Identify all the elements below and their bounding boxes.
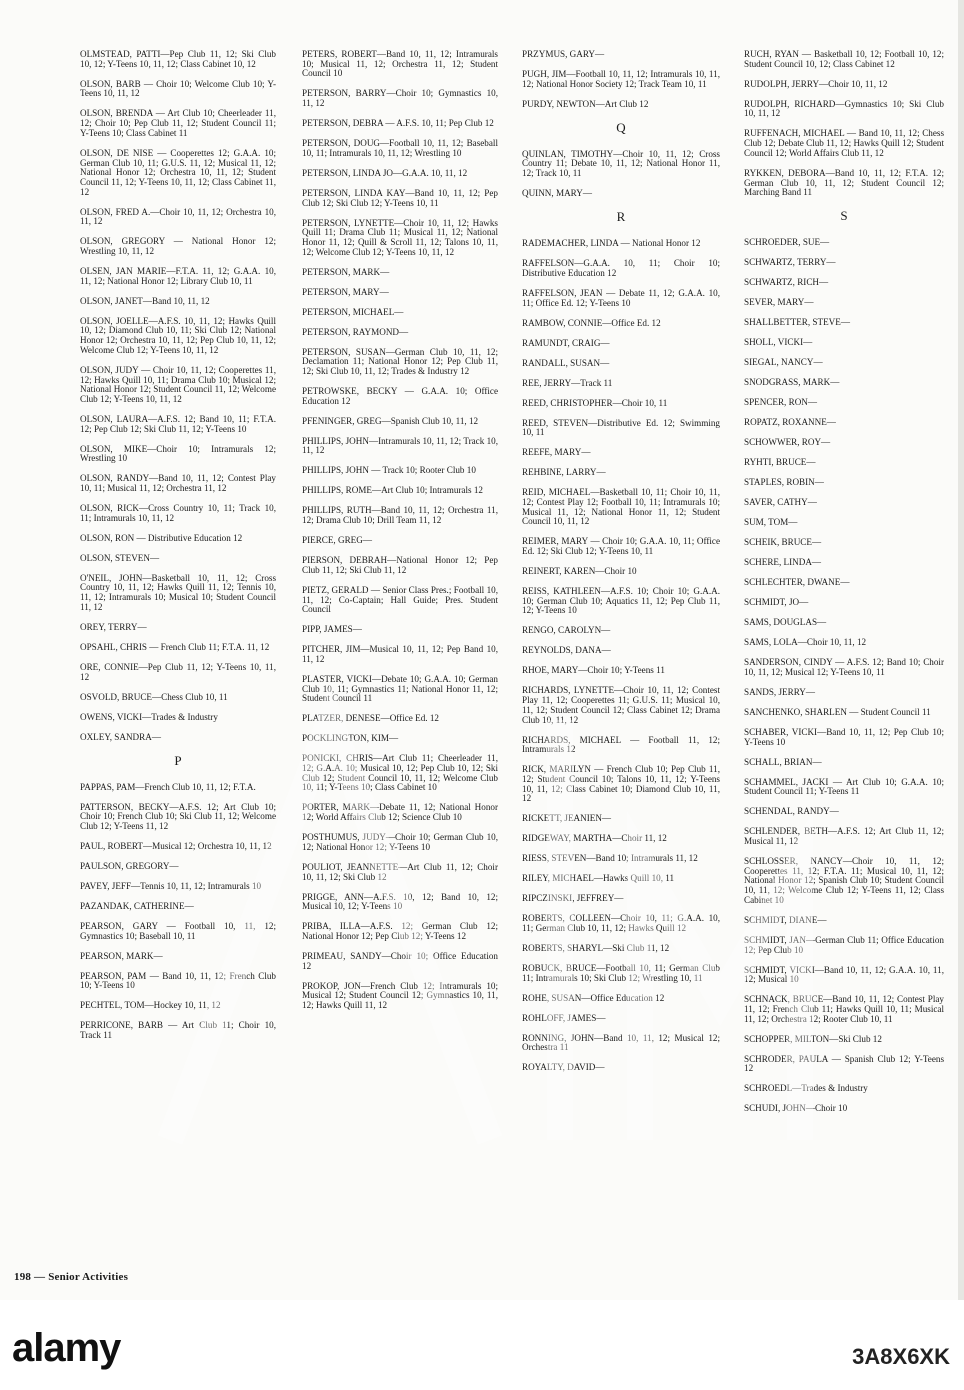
column-1 — [80, 50, 276, 1051]
student-entry: PETERSON, MARK— — [302, 266, 390, 277]
student-entry: RICHARDS, MICHAEL — Football 11, 12; Intramurals 12 — [522, 734, 720, 755]
student-entry: SCHENDAL, RANDY— — [744, 806, 839, 817]
student-entry: OLSON, GREGORY — National Honor 12; Wrestling 10, 11, 12 — [80, 236, 276, 257]
student-entry: OREY, TERRY— — [80, 621, 147, 632]
student-entry: PETERSON, LINDA JO—G.A.A. 10, 11, 12 — [302, 167, 468, 178]
student-entry: SCHROEDL—Trades & Industry — [744, 1083, 868, 1094]
student-entry: PETERSON, DEBRA — A.F.S. 10, 11; Pep Club 12 — [302, 118, 494, 129]
student-entry: OLSON, JUDY — Choir 10, 11, 12; Cooperettes 11, 12; Hawks Quill 10, 11; Drama Club 10; Musical 12; National Honor 12; Student Council 11, 12; Welcome Club 12; Y-Teens 10, 11, 12 — [80, 364, 276, 404]
student-entry: OLSON, MIKE—Choir 10; Intramurals 12; Wrestling 10 — [80, 443, 276, 464]
student-entry: PEARSON, GARY — Football 10, 11, 12; Gymnastics 10; Baseball 10, 11 — [80, 920, 276, 941]
student-entry: SCHWARTZ, RICH— — [744, 277, 829, 288]
student-entry: SCHOPPER, MILTON—Ski Club 12 — [744, 1033, 882, 1044]
student-entry: PAVEY, JEFF—Tennis 10, 11, 12; Intramurals 10 — [80, 880, 262, 891]
student-entry: PETERS, ROBERT—Band 10, 11, 12; Intramurals 10; Musical 11, 12; Orchestra 11, 12; Student Council 10 — [302, 49, 498, 79]
student-entry: O'NEIL, JOHN—Basketball 10, 11, 12; Cross Country 10, 11, 12; Hawks Quill 11, 12; Tennis 10, 11, 12; Intramurals 10; Musical 10; Student Council 11, 12 — [80, 572, 276, 612]
student-entry: REED, CHRISTOPHER—Choir 10, 11 — [522, 397, 668, 408]
student-entry: REID, MICHAEL—Basketball 10, 11; Choir 10, 11, 12; Contest Play 12; Football 10, 11; Intramurals 10; Musical 11, 12; National Honor 11, 12; Student Council 10, 11, 12 — [522, 487, 720, 527]
student-entry: ROBERTS, SHARYL—Ski Club 11, 12 — [522, 943, 670, 954]
column-3 — [522, 50, 720, 1083]
student-entry: PEARSON, PAM — Band 10, 11, 12; French Club 10; Y-Teens 10 — [80, 970, 276, 991]
student-entry: RONNING, JOHN—Band 10, 11, 12; Musical 12; Orchestra 11 — [522, 1032, 720, 1053]
student-entry: PIERCE, GREG— — [302, 535, 372, 546]
page-edge — [958, 0, 964, 1300]
student-entry: PONICKI, CHRIS—Art Club 11; Cheerleader 11, 12; G.A.A. 10; Musical 10, 12; Pep Club 10, 12; Ski Club 12; Student Council 10, 11, 12; Welcome Club 10, 11; Y-Teens 10; Class Cabinet 10 — [302, 753, 498, 793]
student-entry: SCHEIK, BRUCE— — [744, 537, 822, 548]
student-entry: PAPPAS, PAM—French Club 10, 11, 12; F.T.A. — [80, 781, 256, 792]
student-entry: PRIMEAU, SANDY—Choir 10; Office Education 12 — [302, 950, 498, 971]
student-entry: SHOLL, VICKI— — [744, 337, 813, 348]
student-entry: RIESS, STEVEN—Band 10; Intramurals 11, 12 — [522, 853, 698, 864]
student-entry: PERRICONE, BARB — Art Club 11; Choir 10, Track 11 — [80, 1020, 276, 1041]
student-entry: RYKKEN, DEBORA—Band 10, 11, 12; F.T.A. 12; German Club 10, 11, 12; Student Council 12; Marching Band 11 — [744, 167, 944, 198]
student-entry: RAFFELSON, JEAN — Debate 11, 12; G.A.A. 10, 11; Office Ed. 12; Y-Teens 10 — [522, 287, 720, 308]
student-entry: SAMS, DOUGLAS— — [744, 617, 827, 628]
student-entry: PORTER, MARK—Debate 11, 12; National Honor 12; World Affairs Club 12; Science Club 10 — [302, 802, 498, 823]
student-entry: OXLEY, SANDRA— — [80, 731, 161, 742]
student-entry: SANDS, JERRY— — [744, 686, 815, 697]
student-entry: ROBERTS, COLLEEN—Choir 10, 11; G.A.A. 10, 11; German Club 10, 11, 12; Hawks Quill 12 — [522, 913, 720, 934]
student-entry: PETROWSKE, BECKY — G.A.A. 10; Office Education 12 — [302, 386, 498, 406]
student-entry: PIERSON, DEBRAH—National Honor 12; Pep Club 11, 12; Ski Club 11, 12 — [302, 555, 498, 575]
student-entry: POSTHUMUS, JUDY—Choir 10; German Club 10, 12; National Honor 12; Y-Teens 10 — [302, 832, 498, 852]
student-entry: RILEY, MICHAEL—Hawks Quill 10, 11 — [522, 873, 675, 884]
student-entry: PETERSON, LINDA KAY—Band 10, 11, 12; Pep Club 12; Ski Club 12; Y-Teens 10, 11 — [302, 187, 498, 208]
student-entry: REIMER, MARY — Choir 10; G.A.A. 10, 11; Office Ed. 12; Ski Club 12; Y-Teens 10, 11 — [522, 536, 720, 557]
student-entry: RICKETT, JEANIEN— — [522, 813, 612, 824]
column-2 — [302, 50, 498, 1021]
student-entry: PATTERSON, BECKY—A.F.S. 12; Art Club 10; Choir 10; French Club 10; Ski Club 11, 12; Welcome Club 12; Y-Teens 11, 12 — [80, 801, 276, 831]
student-entry: SCHAMMEL, JACKI — Art Club 10; G.A.A. 10; Student Council 11; Y-Teens 11 — [744, 776, 944, 797]
student-entry: SHALLBETTER, STEVE— — [744, 317, 850, 328]
student-entry: RICHARDS, LYNETTE—Choir 10, 11, 12; Contest Play 11, 12; Cooperettes 11; G.U.S. 11; Musical 10, 11, 12; Student Council 12; Class Cabinet 12; Drama Club 10, 11, 12 — [522, 685, 720, 725]
student-entry: PHILLIPS, JOHN — Track 10; Rooter Club 10 — [302, 465, 476, 476]
student-entry: POCKLINGTON, KIM— — [302, 733, 399, 744]
student-entry: SCHLECHTER, DWANE— — [744, 577, 850, 588]
student-entry: OSVOLD, BRUCE—Chess Club 10, 11 — [80, 691, 228, 702]
student-entry: SCHOWWER, ROY— — [744, 437, 831, 448]
student-entry: SCHLENDER, BETH—A.F.S. 12; Art Club 11, 12; Musical 11, 12 — [744, 826, 944, 847]
student-entry: ROYALTY, DAVID— — [522, 1062, 605, 1073]
student-entry: PIPP, JAMES— — [302, 624, 362, 635]
student-entry: OLSEN, JAN MARIE—F.T.A. 11, 12; G.A.A. 10, 11, 12; National Honor 12; Library Club 10, 11 — [80, 266, 276, 286]
student-entry: SCHALL, BRIAN— — [744, 756, 822, 767]
student-entry: SCHABER, VICKI—Band 10, 11, 12; Pep Club 10; Y-Teens 10 — [744, 726, 944, 747]
student-entry: SCHROEDER, SUE— — [744, 237, 830, 248]
student-entry: SEVER, MARY— — [744, 297, 814, 308]
student-entry: OLSON, JANET—Band 10, 11, 12 — [80, 295, 210, 306]
student-entry: PFENINGER, GREG—Spanish Club 10, 11, 12 — [302, 415, 479, 426]
student-entry: PURDY, NEWTON—Art Club 12 — [522, 98, 649, 109]
student-entry: SCHLOSSER, NANCY—Choir 10, 11, 12; Cooperettes 11, 12; F.T.A. 11; Musical 10, 11, 12; National Honor 12; Spanish Club 10; Student Council 10, 11, 12; Welcome Club 12; Y-Teens 11, 12; Class Cabinet 10 — [744, 856, 944, 905]
student-entry: PRZYMUS, GARY— — [522, 49, 605, 59]
student-entry: ROHE, SUSAN—Office Education 12 — [522, 992, 665, 1003]
student-entry: PETERSON, LYNETTE—Choir 10, 11, 12; Hawks Quill 11; Drama Club 11; Musical 11, 12; National Honor 11, 12; Quill & Scroll 11, 12; Talons 10, 11, 12; Welcome Club 12; Y-Teens 10, 11, 12 — [302, 217, 498, 257]
student-entry: OLMSTEAD, PATTI—Pep Club 11, 12; Ski Club 10, 12; Y-Teens 10, 11, 12; Class Cabinet 10, 12 — [80, 49, 276, 69]
student-entry: PLATZER, DENESE—Office Ed. 12 — [302, 713, 439, 724]
student-entry: SPENCER, RON— — [744, 397, 818, 408]
stock-image-id: 3A8X6XK — [852, 1344, 950, 1369]
student-entry: SIEGAL, NANCY— — [744, 357, 823, 368]
student-entry: RANDALL, SUSAN— — [522, 357, 610, 368]
student-entry: SCHNACK, BRUCE—Band 10, 11, 12; Contest Play 11, 12; French Club 11; Hawks Quill 10, 11; Musical 11, 12; Orchestra 12; Rooter Club 10, 11 — [744, 994, 944, 1024]
student-entry: SANCHENKO, SHARLEN — Student Council 11 — [744, 706, 931, 717]
student-entry: PEARSON, MARK— — [80, 950, 163, 961]
student-entry: REEFE, MARY— — [522, 447, 591, 458]
student-entry: RUFFENACH, MICHAEL — Band 10, 11, 12; Chess Club 12; Debate Club 11, 12; Hawks Quill 12; Student Council 12; World Affairs Club 11, 12 — [744, 128, 944, 158]
section-letter: S — [840, 208, 848, 224]
student-entry: OLSON, STEVEN— — [80, 552, 160, 563]
student-entry: PHILLIPS, RUTH—Band 10, 11, 12; Orchestra 11, 12; Drama Club 10; Drill Team 11, 12 — [302, 505, 498, 526]
section-letter: R — [616, 209, 626, 225]
student-entry: REYNOLDS, DANA— — [522, 645, 611, 656]
stock-banner — [0, 1300, 964, 1390]
student-entry: RIPCZINSKI, JEFFREY— — [522, 893, 624, 904]
student-entry: SUM, TOM— — [744, 517, 798, 528]
student-entry: RYHTI, BRUCE— — [744, 457, 816, 468]
student-entry: PETERSON, SUSAN—German Club 10, 11, 12; Declamation 11; National Honor 12; Pep Club 11, 12; Ski Club 10, 11, 12; Trades & Industry 12 — [302, 346, 498, 377]
student-entry: PAULSON, GREGORY— — [80, 860, 179, 871]
student-entry: REED, STEVEN—Distributive Ed. 12; Swimming 10, 11 — [522, 417, 720, 438]
student-entry: OLSON, DE NISE — Cooperettes 12; G.A.A. 10; German Club 10, 11; G.U.S. 11, 12; Musical 11, 12; National Honor 12; Orchestra 10, 11, 12; Student Council 11, 12; Y-Teens 10, 11, 12; Class Cabinet 11, 12 — [80, 147, 276, 197]
student-entry: PROKOP, JON—French Club 12; Intramurals 10; Musical 12; Student Council 12; Gymnastics 10, 11, 12; Hawks Quill 11, 12 — [302, 980, 498, 1011]
student-entry: REISS, KATHLEEN—A.F.S. 10; Choir 10; G.A.A. 10; German Club 10; Aquatics 11, 12; Pep Club 11, 12; Y-Teens 10 — [522, 586, 720, 616]
student-entry: OLSON, BRENDA — Art Club 10; Cheerleader 11, 12; Choir 10; Pep Club 11, 12; Student Council 11; Y-Teens 10; Class Cabinet 11 — [80, 108, 276, 138]
student-entry: PRIBA, ILLA—A.F.S. 12; German Club 12; National Honor 12; Pep Club 12; Y-Teens 12 — [302, 921, 498, 941]
student-entry: SCHMIDT, JAN—German Club 11; Office Education 12; Pep Club 10 — [744, 934, 944, 955]
student-entry: OLSON, LAURA—A.F.S. 12; Band 10, 11; F.T.A. 12; Pep Club 12; Ski Club 11, 12; Y-Teens 10 — [80, 413, 276, 434]
student-entry: SAMS, LOLA—Choir 10, 11, 12 — [744, 637, 867, 648]
student-entry: PRIGGE, ANN—A.F.S. 10, 12; Band 10, 12; Musical 10, 12; Y-Teens 10 — [302, 891, 498, 912]
student-entry: PAUL, ROBERT—Musical 12; Orchestra 10, 11, 12 — [80, 840, 272, 851]
student-entry: RAMUNDT, CRAIG— — [522, 337, 610, 348]
student-entry: RUDOLPH, RICHARD—Gymnastics 10; Ski Club 10, 11, 12 — [744, 98, 944, 119]
student-entry: SCHRODER, PAULA — Spanish Club 12; Y-Teens 12 — [744, 1053, 944, 1074]
student-entry: RADEMACHER, LINDA — National Honor 12 — [522, 238, 701, 249]
student-entry: PITCHER, JIM—Musical 10, 11, 12; Pep Band 10, 11, 12 — [302, 644, 498, 664]
student-entry: ORE, CONNIE—Pep Club 11, 12; Y-Teens 10, 11, 12 — [80, 661, 276, 682]
student-entry: SAVER, CATHY— — [744, 497, 817, 508]
student-entry: REE, JERRY—Track 11 — [522, 377, 613, 388]
student-entry: OLSON, RICK—Cross Country 10, 11; Track 10, 11; Intramurals 10, 11, 12 — [80, 503, 276, 523]
student-entry: OLSON, RANDY—Band 10, 11, 12; Contest Play 10, 11; Musical 11, 12; Orchestra 11, 12 — [80, 473, 276, 494]
student-entry: SCHWARTZ, TERRY— — [744, 257, 836, 268]
student-entry: SNODGRASS, MARK— — [744, 377, 840, 388]
student-entry: OWENS, VICKI—Trades & Industry — [80, 711, 218, 722]
student-entry: PETERSON, BARRY—Choir 10; Gymnastics 10, 11, 12 — [302, 88, 498, 109]
student-entry: SCHMIDT, JO— — [744, 597, 809, 608]
student-entry: PETERSON, MARY— — [302, 286, 389, 297]
student-entry: REINERT, KAREN—Choir 10 — [522, 566, 637, 577]
student-entry: ROHLOFF, JAMES— — [522, 1012, 606, 1023]
student-entry: ROBUCK, BRUCE—Football 10, 11; German Club 11; Intramurals 10; Ski Club 12; Wrestling 10, 11 — [522, 963, 720, 983]
student-entry: ROPATZ, ROXANNE— — [744, 417, 836, 428]
student-entry: POULIOT, JEANNETTE—Art Club 11, 12; Choir 10, 11, 12; Ski Club 12 — [302, 861, 498, 882]
student-entry: OLSON, JOELLE—A.F.S. 10, 11, 12; Hawks Quill 10, 12; Diamond Club 10, 11; Ski Club 12; National Honor 12; Orchestra 10, 11, 12; Pep Club 10, 11, 12; Welcome Club 12; Y-Teens 10, 11, 12 — [80, 315, 276, 355]
student-entry: RICK, MARILYN — French Club 10; Pep Club 11, 12; Student Council 10; Talons 10, 11, 12; Y-Teens 10, 11, 12; Class Cabinet 10; Diamond Club 10, 11, 12 — [522, 764, 720, 804]
section-letter: P — [174, 752, 182, 768]
student-entry: OPSAHL, CHRIS — French Club 11; F.T.A. 11, 12 — [80, 641, 270, 652]
page-footer: 198 — Senior Activities — [14, 1271, 129, 1283]
student-entry: RENGO, CAROLYN— — [522, 625, 611, 636]
student-entry: RAMBOW, CONNIE—Office Ed. 12 — [522, 317, 661, 328]
student-entry: PHILLIPS, JOHN—Intramurals 10, 11, 12; Track 10, 11, 12 — [302, 435, 498, 456]
section-letter: Q — [616, 119, 626, 135]
student-entry: QUINLAN, TIMOTHY—Choir 10, 11, 12; Cross Country 11; Debate 10, 11, 12; National Honor 11, 12; Track 10, 11 — [522, 148, 720, 179]
student-entry: SCHERE, LINDA— — [744, 557, 822, 568]
student-entry: RUCH, RYAN — Basketball 10, 12; Football 10, 12; Student Council 10, 12; Class Cabinet 12 — [744, 49, 944, 69]
student-entry: PAZANDAK, CATHERINE— — [80, 900, 194, 911]
student-entry: RIDGEWAY, MARTHA—Choir 11, 12 — [522, 833, 667, 844]
student-entry: REHBINE, LARRY— — [522, 467, 606, 478]
student-entry: PECHTEL, TOM—Hockey 10, 11, 12 — [80, 1000, 221, 1011]
student-entry: RHOE, MARY—Choir 10; Y-Teens 11 — [522, 665, 665, 676]
student-entry: RAFFELSON—G.A.A. 10, 11; Choir 10; Distributive Education 12 — [522, 258, 720, 278]
student-entry: PLASTER, VICKI—Debate 10; G.A.A. 10; German Club 10, 11; Gymnastics 11; National Honor 11, 12; Student Council 11 — [302, 673, 498, 704]
student-entry: OLSON, FRED A.—Choir 10, 11, 12; Orchestra 10, 11, 12 — [80, 206, 276, 227]
student-entry: SCHMIDT, VICKI—Band 10, 11, 12; G.A.A. 10, 11, 12; Musical 10 — [744, 964, 944, 985]
student-entry: PETERSON, DOUG—Football 10, 11, 12; Baseball 10, 11; Intramurals 10, 11, 12; Wrestling 10 — [302, 138, 498, 158]
student-entry: PETERSON, RAYMOND— — [302, 326, 409, 337]
student-entry: PUGH, JIM—Football 10, 11, 12; Intramurals 10, 11, 12; National Honor Society 12; Track Team 10, 11 — [522, 69, 720, 89]
student-entry: OLSON, BARB — Choir 10; Welcome Club 10; Y-Teens 10, 11, 12 — [80, 78, 276, 99]
student-entry: PETERSON, MICHAEL— — [302, 306, 404, 317]
student-entry: SCHMIDT, DIANE— — [744, 914, 827, 925]
student-entry: STAPLES, ROBIN— — [744, 477, 824, 488]
column-4 — [744, 50, 944, 1124]
student-entry: RUDOLPH, JERRY—Choir 10, 11, 12 — [744, 78, 888, 89]
stock-logo: alamy — [12, 1326, 121, 1370]
student-entry: OLSON, RON — Distributive Education 12 — [80, 532, 243, 543]
student-entry: SANDERSON, CINDY — A.F.S. 12; Band 10; Choir 10, 11, 12; Musical 12; Y-Teens 10, 11 — [744, 657, 944, 677]
student-entry: PHILLIPS, ROME—Art Club 10; Intramurals 12 — [302, 485, 483, 496]
student-entry: PIETZ, GERALD — Senior Class Pres.; Football 10, 11, 12; Co-Captain; Hall Guide; Pres. Student Council — [302, 584, 498, 615]
student-entry: SCHUDI, JOHN—Choir 10 — [744, 1103, 848, 1114]
student-entry: QUINN, MARY— — [522, 188, 592, 199]
